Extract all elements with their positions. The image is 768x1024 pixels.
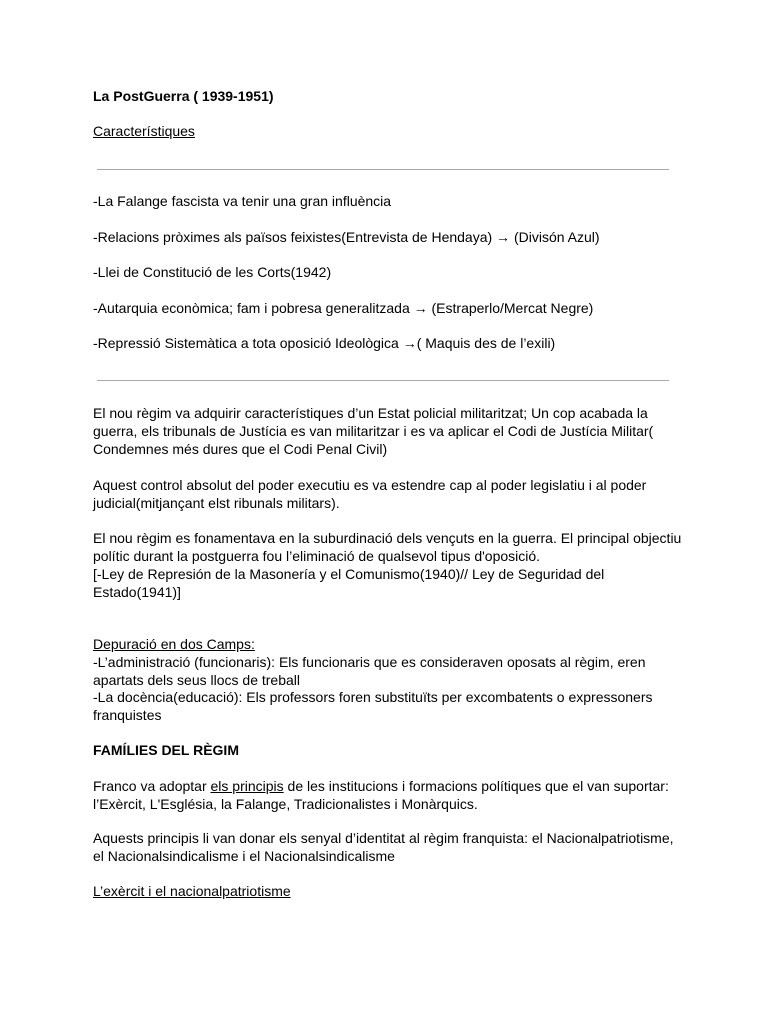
characteristic-item: -Autarquia econòmica; fam i pobresa generalitzada → (Estraperlo/Mercat Negre) [93,300,594,316]
characteristic-item: -Relacions pròximes als països feixistes(Entrevista de Hendaya) → (Divisón Azul) [93,229,600,245]
document-title: La PostGuerra ( 1939-1951) [93,88,274,104]
families-text-after: de les institucions i formacions polítiques que el van suportar: l’Exèrcit, L'Església, la Falange, Tradicionalistes i Monàrquics. [93,778,669,812]
characteristic-item: -Repressió Sistemàtica a tota oposició Ideològica →( Maquis des de l’exili) [93,335,556,351]
characteristics-heading: Característiques [93,123,195,139]
divider-top [97,169,669,170]
characteristic-item: -Llei de Constitució de les Corts(1942) [93,264,332,280]
characteristic-item: -La Falange fascista va tenir una gran influència [93,193,392,209]
paragraph-executive-control: Aquest control absolut del poder executiu es va estendre cap al poder legislatiu i al poder judicial(mitjançant elst ribunals militars). [93,477,647,511]
purge-teaching: -La docència(educació): Els professors foren substituïts per excombatents o expressoners franquistes [93,689,653,723]
army-heading: L’exèrcit i el nacionalpatriotisme [93,883,291,899]
divider-bottom [97,380,669,381]
paragraph-laws: [-Ley de Represión de la Masonería y el Comunismo(1940)// Ley de Seguridad del Estado(1941)] [93,566,605,600]
families-text-before: Franco va adoptar [93,778,211,794]
families-heading: FAMÍLIES DEL RÈGIM [93,742,239,758]
paragraph-families-principles [93,777,683,813]
purge-administration: -L’administració (funcionaris): Els funcionaris que es consideraven oposats al règim, eren apartats dels seus llocs de treball [93,654,646,688]
paragraph-identity: Aquests principis li van donar els senyal d’identitat al règim franquista: el Nacionalpatriotisme, el Nacionalsindicalisme i el Nacionalsindicalisme [93,830,674,864]
principles-link[interactable]: els principis [210,778,284,794]
paragraph-police-state: El nou règim va adquirir característiques d’un Estat policial militaritzat; Un cop acabada la guerra, els tribunals de Justícia es van militaritzar i es va aplicar el Codi de Justícia Militar( Condemnes més dures que el Codi Penal Civil) [93,405,654,457]
purge-heading: Depuració en dos Camps: [93,636,255,652]
paragraph-subordination: El nou règim es fonamentava en la suburdinació dels vençuts en la guerra. El principal objectiu polític durant la postguerra fou l’eliminació de qualsevol tipus d'oposició. [93,530,682,564]
